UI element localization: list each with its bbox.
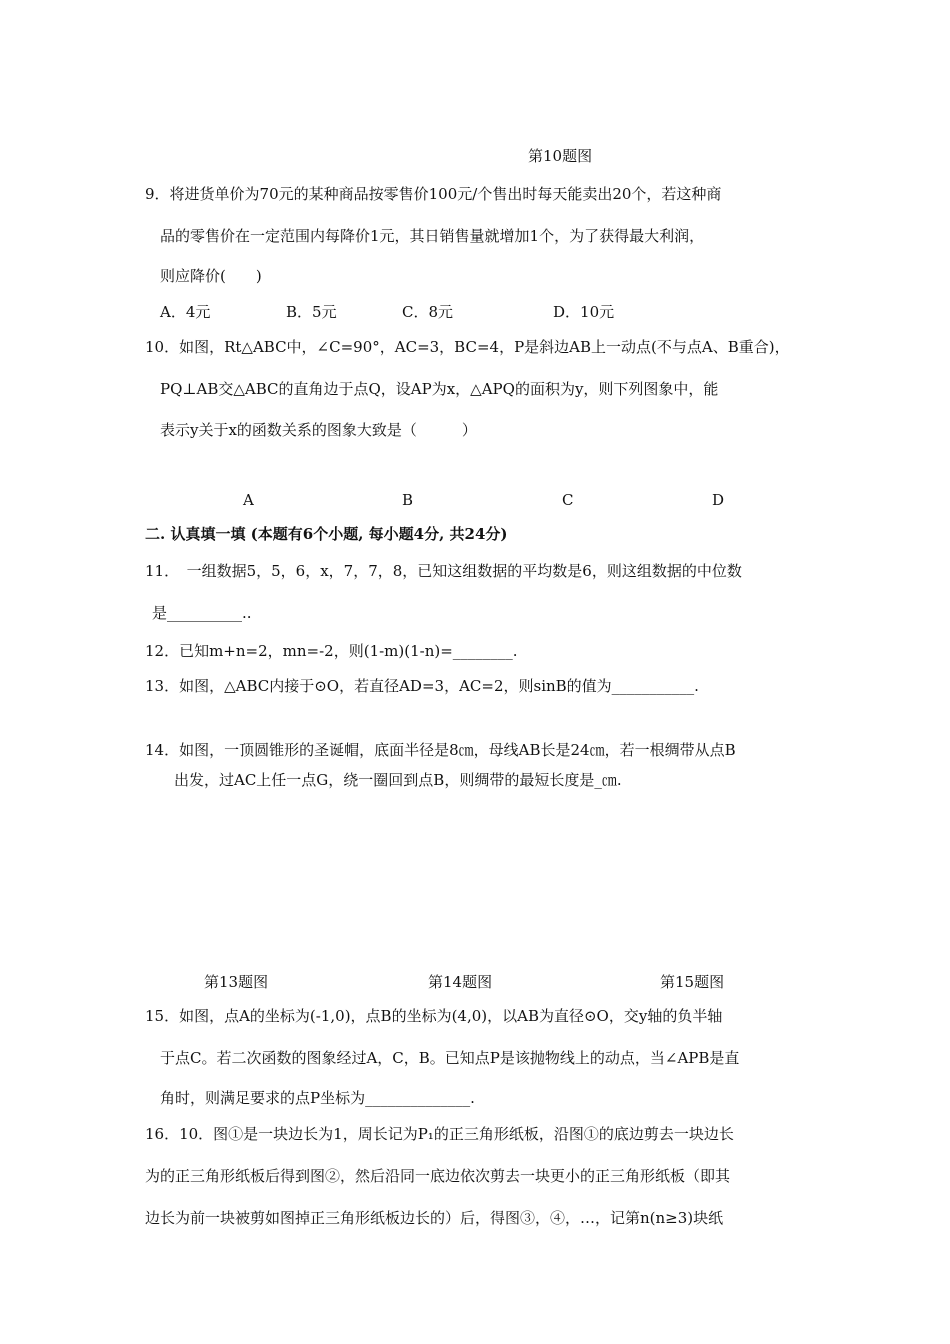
q13-line-1: 13．如图，△ABC内接于⊙O，若直径AD=3，AC=2，则sinB的值为___________.	[145, 677, 699, 695]
q10-graph-label-c: C	[562, 491, 574, 509]
q9-line-1: 9．将进货单价为70元的某种商品按零售价100元/个售出时每天能卖出20个，若这种商	[145, 185, 722, 203]
q9-line-2: 品的零售价在一定范围内每降价1元，其日销售量就增加1个，为了获得最大利润，	[160, 227, 705, 245]
q10-graph-label-b: B	[402, 491, 414, 509]
q10-line-3: 表示y关于x的函数关系的图象大致是（ ）	[160, 421, 477, 439]
q10-figure-caption: 第10题图	[528, 147, 593, 165]
q9-option-c: C．8元	[402, 303, 454, 321]
q16-line-3: 边长为前一块被剪如图掉正三角形纸板边长的）后，得图③，④，…，记第n(n≥3)块纸	[145, 1209, 724, 1227]
q11-line-2: 是__________..	[152, 604, 252, 622]
q14-line-2: 出发，过AC上任一点G，绕一圈回到点B，则绸带的最短长度是_㎝.	[174, 771, 622, 789]
q15-line-1: 15．如图，点A的坐标为(-1,0)，点B的坐标为(4,0)，以AB为直径⊙O，交y轴的负半轴	[145, 1007, 723, 1025]
q10-line-1: 10．如图，Rt△ABC中，∠C=90°，AC=3，BC=4，P是斜边AB上一动点(不与点A、B重合)，	[145, 338, 790, 356]
q9-line-3: 则应降价( )	[160, 267, 262, 285]
q16-line-1: 16．10．图①是一块边长为1，周长记为P₁的正三角形纸板，沿图①的底边剪去一块边长	[145, 1125, 734, 1143]
section-2-heading: 二. 认真填一填 (本题有6个小题, 每小题4分, 共24分)	[145, 525, 508, 543]
q11-line-1: 11． 一组数据5，5，6，x，7，7，8，已知这组数据的平均数是6，则这组数据的中位数	[145, 562, 742, 580]
q9-option-d: D．10元	[553, 303, 615, 321]
q14-line-1: 14．如图，一顶圆锥形的圣诞帽，底面半径是8㎝，母线AB长是24㎝，若一根绸带从点B	[145, 741, 736, 759]
q9-option-b: B．5元	[286, 303, 337, 321]
q15-figure-caption: 第15题图	[660, 973, 725, 991]
q10-graph-label-a: A	[243, 491, 254, 509]
q14-figure-caption: 第14题图	[428, 973, 493, 991]
q13-figure-caption: 第13题图	[204, 973, 269, 991]
q12-line-1: 12．已知m+n=2，mn=-2，则(1-m)(1-n)=________.	[145, 642, 518, 660]
q16-line-2: 为的正三角形纸板后得到图②，然后沿同一底边依次剪去一块更小的正三角形纸板（即其	[145, 1167, 731, 1185]
q10-line-2: PQ⊥AB交△ABC的直角边于点Q，设AP为x，△APQ的面积为y，则下列图象中，能	[160, 380, 719, 398]
q15-line-2: 于点C。若二次函数的图象经过A，C，B。已知点P是该抛物线上的动点，当∠APB是直	[160, 1049, 740, 1067]
q15-line-3: 角时，则满足要求的点P坐标为______________.	[160, 1089, 475, 1107]
q9-option-a: A．4元	[160, 303, 211, 321]
q10-graph-label-d: D	[712, 491, 725, 509]
